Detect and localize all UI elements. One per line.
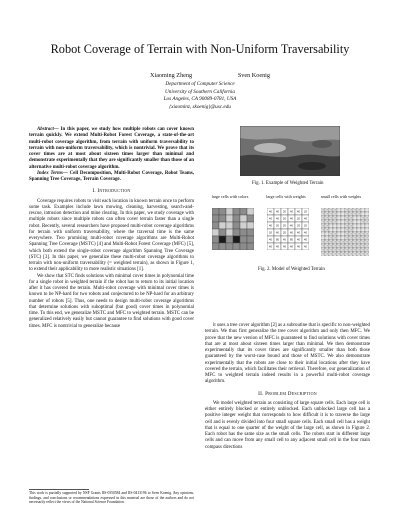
grid-cell-weight: 40 (283, 245, 286, 249)
grid-cell-weight: 5 (366, 209, 368, 212)
grid-cell (219, 243, 226, 250)
grid-cell-weight: 20 (276, 224, 279, 228)
grid-cell-weight: 20 (346, 241, 348, 244)
grid-cell-weight: 40 (290, 217, 293, 221)
intro-paragraph-2: We show that STC finds solutions with minimal cover times in polynomial time for a single robot in weighted terrain if the robot has to return to its initial location after it has covered the terrain. Multi-robot coverage with minimal cover times is known to be NP-hard for two robots and conjectured to be NP-hard for an arbitrary number of robots [5]. Thus, one needs to design multi-robot coverage algorithms that determine solutions with suboptimal (but good) cover times in polynomial time. To this end, we generalize MSTC and MFC to weighted terrain. MSTC can be generalized relatively easily but cannot guarantee to find solutions with good cover times. MFC is nontrivial to generalize because (29, 273, 194, 329)
figure-2-small-cells-weight-grid (321, 208, 369, 256)
abstract-lead: Abstract (37, 127, 54, 132)
grid-cell-weight: 10 (350, 229, 352, 232)
grid-cell-weight: 10 (354, 241, 356, 244)
grid-cell (247, 222, 254, 229)
grid-cell-weight: 20 (269, 231, 272, 235)
grid-cell (233, 215, 240, 222)
grid-cell (219, 215, 226, 222)
grid-cell-weight: 40 (297, 245, 300, 249)
grid-cell (240, 236, 247, 243)
grid-cell-weight: 5 (342, 233, 344, 236)
grid-cell-weight: 10 (326, 249, 328, 252)
grid-cell-weight: 10 (366, 217, 368, 220)
grid-cell-weight: 10 (350, 213, 352, 216)
grid-cell-weight: 5 (362, 209, 364, 212)
grid-cell-weight: 10 (366, 253, 368, 256)
grid-cell-weight: 40 (290, 224, 293, 228)
grid-cell-weight: 10 (354, 245, 356, 248)
grid-cell-weight: 10 (322, 221, 324, 224)
figure-1-weighted-terrain-image (240, 126, 340, 176)
grid-cell-weight: 10 (366, 249, 368, 252)
grid-cell (212, 243, 219, 250)
grid-cell-weight: 10 (338, 253, 340, 256)
affiliation-emails: {xiaominz, skoenig}@usc.edu (169, 103, 231, 110)
grid-cell-weight: 10 (358, 233, 360, 236)
grid-cell-weight: 40 (269, 210, 272, 214)
grid-cell (212, 222, 219, 229)
grid-cell-weight: 20 (304, 224, 307, 228)
grid-cell-weight: 10 (362, 249, 364, 252)
grid-cell-weight: 10 (354, 237, 356, 240)
grid-cell-weight: 5 (362, 229, 364, 232)
grid-cell-weight: 20 (334, 241, 336, 244)
grid-cell-weight: 10 (330, 221, 332, 224)
grid-cell-weight: 40 (269, 224, 272, 228)
grid-cell-weight: 5 (338, 221, 340, 224)
grid-cell-weight: 10 (362, 237, 364, 240)
grid-cell-weight: 10 (350, 237, 352, 240)
grid-cell-weight: 10 (350, 217, 352, 220)
grid-cell-weight: 10 (346, 213, 348, 216)
grid-cell-weight: 5 (330, 225, 332, 228)
figure-1-caption: Fig. 1. Example of Weighted Terrain (252, 181, 324, 186)
grid-cell-weight: 10 (326, 229, 328, 232)
grid-cell (240, 229, 247, 236)
grid-cell-weight: 10 (326, 221, 328, 224)
grid-cell-weight: 10 (322, 217, 324, 220)
grid-cell-weight: 10 (326, 241, 328, 244)
grid-cell-weight: 5 (338, 225, 340, 228)
section-heading-problem-description: II. Problem Description (258, 390, 317, 397)
grid-cell-weight: 10 (334, 217, 336, 220)
grid-cell-weight: 40 (276, 231, 279, 235)
affiliation-department: Department of Computer Science (165, 81, 235, 87)
grid-cell-weight: 10 (354, 253, 356, 256)
grid-cell-weight: 40 (276, 245, 279, 249)
grid-cell-weight: 20 (297, 224, 300, 228)
grid-cell-weight: 10 (362, 221, 364, 224)
grid-cell-weight: 10 (350, 249, 352, 252)
grid-cell-weight: 10 (334, 237, 336, 240)
grid-cell-weight: 40 (297, 231, 300, 235)
grid-cell-weight: 10 (330, 209, 332, 212)
affiliation (100, 81, 300, 111)
grid-cell-weight: 10 (322, 225, 324, 228)
grid-cell-weight: 10 (338, 241, 340, 244)
index-terms-lead: Index Terms (37, 170, 63, 176)
grid-cell-weight: 10 (326, 213, 328, 216)
grid-cell-weight: 5 (338, 237, 340, 240)
grid-cell (226, 222, 233, 229)
grid-cell-weight: 10 (350, 221, 352, 224)
grid-cell-weight: 5 (338, 217, 340, 220)
grid-cell-weight: 10 (326, 253, 328, 256)
grid-cell-weight: 20 (297, 217, 300, 221)
grid-cell-weight: 40 (304, 238, 307, 242)
grid-cell (226, 215, 233, 222)
grid-cell-weight: 10 (334, 233, 336, 236)
grid-cell-weight: 5 (334, 225, 336, 228)
grid-cell-weight: 20 (283, 217, 286, 221)
grid-cell-weight: 40 (290, 245, 293, 249)
grid-cell-weight: 10 (326, 217, 328, 220)
grid-cell-weight: 5 (354, 229, 356, 232)
grid-cell-weight: 10 (358, 237, 360, 240)
grid-cell-weight: 10 (334, 209, 336, 212)
grid-cell (219, 208, 226, 215)
grid-cell (212, 215, 219, 222)
grid-cell (247, 215, 254, 222)
footnote-rule (29, 489, 89, 490)
author-names (150, 72, 270, 79)
grid-cell-weight: 5 (362, 213, 364, 216)
grid-cell-weight: 5 (366, 225, 368, 228)
grid-cell-weight: 10 (354, 209, 356, 212)
grid-cell-weight: 5 (342, 221, 344, 224)
grid-cell-weight: 10 (326, 245, 328, 248)
grid-cell-weight: 40 (269, 245, 272, 249)
grid-cell (226, 208, 233, 215)
grid-cell-weight: 10 (354, 233, 356, 236)
grid-cell-weight: 10 (366, 233, 368, 236)
grid-cell-weight: 10 (358, 241, 360, 244)
grid-cell-weight: 10 (346, 237, 348, 240)
grid-cell-weight: 10 (366, 241, 368, 244)
grid-cell-weight: 20 (283, 224, 286, 228)
grid-cell (212, 236, 219, 243)
grid-cell (219, 229, 226, 236)
grid-cell (212, 208, 219, 215)
grid-cell-weight: 10 (334, 253, 336, 256)
footnote: This work is partially supported by NSF Grants IIS-0350584 and IIS-0413196 to Sven Koenig. Any opinions, findings, and conclusions or recommendations expressed in this material are those of the authors and do not necessarily reflect the views of the National Science Foundation. (29, 491, 194, 505)
abstract-text: — In this paper, we study how multiple robots can cover known terrain quickly. We extend Multi-Robot Forest Coverage, a state-of-the-art multi-robot coverage algorithm, from terrain with uniform traversability to terrain with non-uniform traversability, which is nontrivial. We prove that its cover times are at most about sixteen times larger than minimal and demonstrate experimentally that they are significantly smaller than those of an alternative multi-robot coverage algorithm. (29, 127, 194, 170)
grid-cell-weight: 10 (350, 233, 352, 236)
grid-cell-weight: 10 (334, 221, 336, 224)
grid-cell-weight: 10 (354, 213, 356, 216)
problem-paragraph-1: We model weighted terrain as consisting of large square cells. Each large cell is either entirely blocked or entirely unblocked. Each unblocked large cell has a positive integer weight that corresponds to how difficult it is to traverse the large cell and is evenly divided into four small square cells. Each small cell has a weight that is equal to one quarter of the weight of the large cell, as shown in Figure 2. Each robot has the same size as the small cells. The robots start in different large cells and can move from any small cell to any adjacent small cell in the four main compass directions (205, 400, 370, 450)
grid-cell-weight: 10 (346, 217, 348, 220)
grid-cell-weight: 10 (342, 249, 344, 252)
grid-cell-weight: 5 (362, 225, 364, 228)
grid-cell (233, 208, 240, 215)
section-heading-introduction: I. Introduction (92, 188, 131, 195)
grid-cell-weight: 20 (304, 210, 307, 214)
grid-cell-weight: 10 (366, 245, 368, 248)
grid-cell-weight: 5 (330, 229, 332, 232)
grid-cell-weight: 40 (304, 231, 307, 235)
grid-cell-weight: 10 (326, 225, 328, 228)
grid-cell-weight: 5 (342, 237, 344, 240)
grid-cell-weight: 20 (334, 245, 336, 248)
grid-cell-weight: 10 (346, 229, 348, 232)
grid-cell (233, 236, 240, 243)
grid-cell-weight: 5 (342, 229, 344, 232)
grid-cell-weight: 10 (346, 249, 348, 252)
grid-cell-weight: 10 (322, 213, 324, 216)
grid-cell-weight: 10 (350, 253, 352, 256)
grid-cell-weight: 10 (342, 245, 344, 248)
grid-cell (240, 215, 247, 222)
paper-title: Robot Coverage of Terrain with Non-Uniform Traversability (50, 42, 350, 56)
abstract (29, 127, 194, 171)
grid-cell-weight: 10 (322, 249, 324, 252)
grid-cell-weight: 10 (330, 233, 332, 236)
grid-cell (233, 229, 240, 236)
grid-cell-weight: 40 (304, 245, 307, 249)
grid-cell-weight: 5 (354, 221, 356, 224)
grid-cell-weight: 10 (338, 245, 340, 248)
left-column (29, 127, 194, 330)
grid-cell-weight: 10 (354, 249, 356, 252)
grid-cell-weight: 10 (362, 241, 364, 244)
grid-cell-weight: 10 (330, 217, 332, 220)
grid-cell-weight: 10 (330, 249, 332, 252)
grid-cell-weight: 5 (354, 225, 356, 228)
figure-2-label-large-cells-colors: large cells with colors (211, 194, 249, 199)
grid-cell-weight: 10 (330, 237, 332, 240)
grid-cell-weight: 10 (358, 245, 360, 248)
grid-cell (233, 222, 240, 229)
figure-2-label-large-cells-weights: large cells with weights (266, 194, 306, 199)
grid-cell (233, 243, 240, 250)
grid-cell-weight: 10 (334, 213, 336, 216)
affiliation-address: Los Angeles, CA 90089-0781, USA (163, 96, 237, 103)
grid-cell-weight: 5 (366, 229, 368, 232)
grid-cell-weight: 10 (330, 213, 332, 216)
grid-cell-weight: 10 (342, 241, 344, 244)
grid-cell-weight: 10 (358, 253, 360, 256)
author-2: Sven Koenig (237, 72, 270, 79)
grid-cell-weight: 10 (346, 209, 348, 212)
grid-cell-weight: 5 (366, 213, 368, 216)
grid-cell-weight: 10 (366, 221, 368, 224)
index-terms-text: — Cell Decomposition, Multi-Robot Coverage, Robot Teams, Spanning Tree Coverage, Terrain Coverage. (29, 170, 194, 182)
grid-cell-weight: 40 (276, 210, 279, 214)
grid-cell-weight: 5 (358, 221, 360, 224)
grid-cell-weight: 40 (297, 238, 300, 242)
grid-cell-weight: 10 (346, 225, 348, 228)
grid-cell-weight: 20 (350, 245, 352, 248)
grid-cell-weight: 5 (358, 217, 360, 220)
grid-cell-weight: 10 (362, 217, 364, 220)
grid-cell-weight: 5 (334, 229, 336, 232)
grid-cell-weight: 5 (338, 233, 340, 236)
grid-cell-weight: 5 (342, 225, 344, 228)
grid-cell-weight: 10 (358, 249, 360, 252)
right-column (205, 323, 370, 451)
right-paragraph-1: it uses a tree cover algorithm [2] as a subroutine that is specific to non-weighted terrain. We thus first generalize the tree cover algorithm and only then MFC. We prove that the new version of MFC is guaranteed to find solutions with cover times that are at most about sixteen times larger than minimal. We then demonstrate experimentally that its cover times are significantly smaller than both those guaranteed by the worst-case bound and those of MSTC. We also demonstrate experimentally that the robots are close to their initial locations after they have covered the terrain, which facilitates their retrieval. Therefore, our generalization of MFC to weighted terrain indeed results in a powerful multi-robot coverage algorithm. (205, 323, 370, 385)
grid-cell-weight: 40 (290, 231, 293, 235)
grid-cell (219, 222, 226, 229)
grid-cell (226, 236, 233, 243)
grid-cell-weight: 10 (350, 225, 352, 228)
grid-cell-weight: 40 (290, 210, 293, 214)
grid-cell-weight: 40 (269, 238, 272, 242)
grid-cell-weight: 10 (358, 209, 360, 212)
index-terms (29, 171, 194, 184)
grid-cell-weight: 5 (338, 209, 340, 212)
grid-cell-weight: 10 (342, 253, 344, 256)
grid-cell-weight: 10 (334, 249, 336, 252)
grid-cell-weight: 10 (326, 209, 328, 212)
grid-cell-weight: 80 (290, 238, 293, 242)
grid-cell-weight: 10 (330, 253, 332, 256)
grid-cell-weight: 5 (338, 213, 340, 216)
figure-2-large-cells-color-grid (212, 208, 254, 250)
grid-cell-weight: 10 (322, 229, 324, 232)
grid-cell (247, 243, 254, 250)
grid-cell-weight: 40 (283, 238, 286, 242)
grid-cell-weight: 10 (346, 233, 348, 236)
intro-paragraph-1: Coverage requires robots to visit each location in known terrain once to perform some task. Examples include lawn mowing, cleaning, harvesting, search-and-rescue, intrusion detection and mine clearing. In this paper, we study coverage with multiple robots since multiple robots can often cover terrain faster than a single robot. Recently, several researchers have proposed multi-robot coverage algorithms for terrain with uniform traversability, where the traversal time is the same everywhere. Two promising multi-robot coverage algorithms are Multi-Robot Spanning Tree Coverage (MSTC) [4] and Multi-Robot Forest Coverage (MFC) [5], which both extend the single-robot coverage algorithm Spanning Tree Coverage (STC) [3]. In this paper, we generalize these multi-robot coverage algorithms to terrain with non-uniform traversability (= weighted terrain), as shown in Figure 1, to extend their applicability to more realistic situations [1]. (29, 198, 194, 273)
grid-cell-weight: 10 (346, 221, 348, 224)
grid-cell-weight: 10 (322, 253, 324, 256)
grid-cell-weight: 10 (358, 213, 360, 216)
figure-2-label-small-cells-weights: small cells with weights (320, 194, 362, 199)
grid-cell-weight: 10 (366, 237, 368, 240)
grid-cell-weight: 5 (322, 233, 324, 236)
grid-cell-weight: 40 (297, 210, 300, 214)
grid-cell (226, 243, 233, 250)
grid-cell (247, 236, 254, 243)
grid-cell-weight: 80 (276, 238, 279, 242)
grid-cell (240, 222, 247, 229)
grid-cell-weight: 10 (322, 245, 324, 248)
grid-cell-weight: 10 (362, 233, 364, 236)
author-1: Xiaoming Zheng (150, 72, 193, 79)
grid-cell-weight: 10 (362, 245, 364, 248)
grid-cell-weight: 5 (342, 209, 344, 212)
grid-cell (247, 229, 254, 236)
grid-cell-weight: 10 (338, 249, 340, 252)
grid-cell-weight: 5 (354, 217, 356, 220)
grid-cell (219, 236, 226, 243)
figure-2-large-cells-weight-grid (267, 208, 309, 250)
grid-cell (212, 229, 219, 236)
grid-cell-weight: 5 (326, 237, 328, 240)
grid-cell-weight: 5 (342, 217, 344, 220)
grid-cell-weight: 20 (283, 231, 286, 235)
grid-cell-weight: 20 (346, 245, 348, 248)
grid-cell-weight: 20 (330, 241, 332, 244)
affiliation-university: University of Southern California (165, 88, 235, 95)
grid-cell-weight: 20 (283, 210, 286, 214)
grid-cell-weight: 5 (322, 237, 324, 240)
grid-cell (240, 208, 247, 215)
grid-cell-weight: 10 (362, 253, 364, 256)
grid-cell-weight: 5 (342, 213, 344, 216)
grid-cell-weight: 5 (358, 229, 360, 232)
grid-cell (226, 229, 233, 236)
grid-cell-weight: 40 (269, 217, 272, 221)
grid-cell-weight: 40 (276, 217, 279, 221)
grid-cell-weight: 5 (326, 233, 328, 236)
grid-cell-weight: 10 (350, 209, 352, 212)
figure-2-caption: Fig. 2. Model of Weighted Terrain (258, 267, 325, 272)
grid-cell-weight: 5 (338, 229, 340, 232)
grid-cell (247, 208, 254, 215)
grid-cell (240, 243, 247, 250)
grid-cell-weight: 10 (322, 241, 324, 244)
grid-cell-weight: 20 (330, 245, 332, 248)
grid-cell-weight: 5 (358, 225, 360, 228)
grid-cell-weight: 10 (346, 253, 348, 256)
grid-cell-weight: 20 (350, 241, 352, 244)
grid-cell-weight: 10 (322, 209, 324, 212)
grid-cell-weight: 40 (304, 217, 307, 221)
